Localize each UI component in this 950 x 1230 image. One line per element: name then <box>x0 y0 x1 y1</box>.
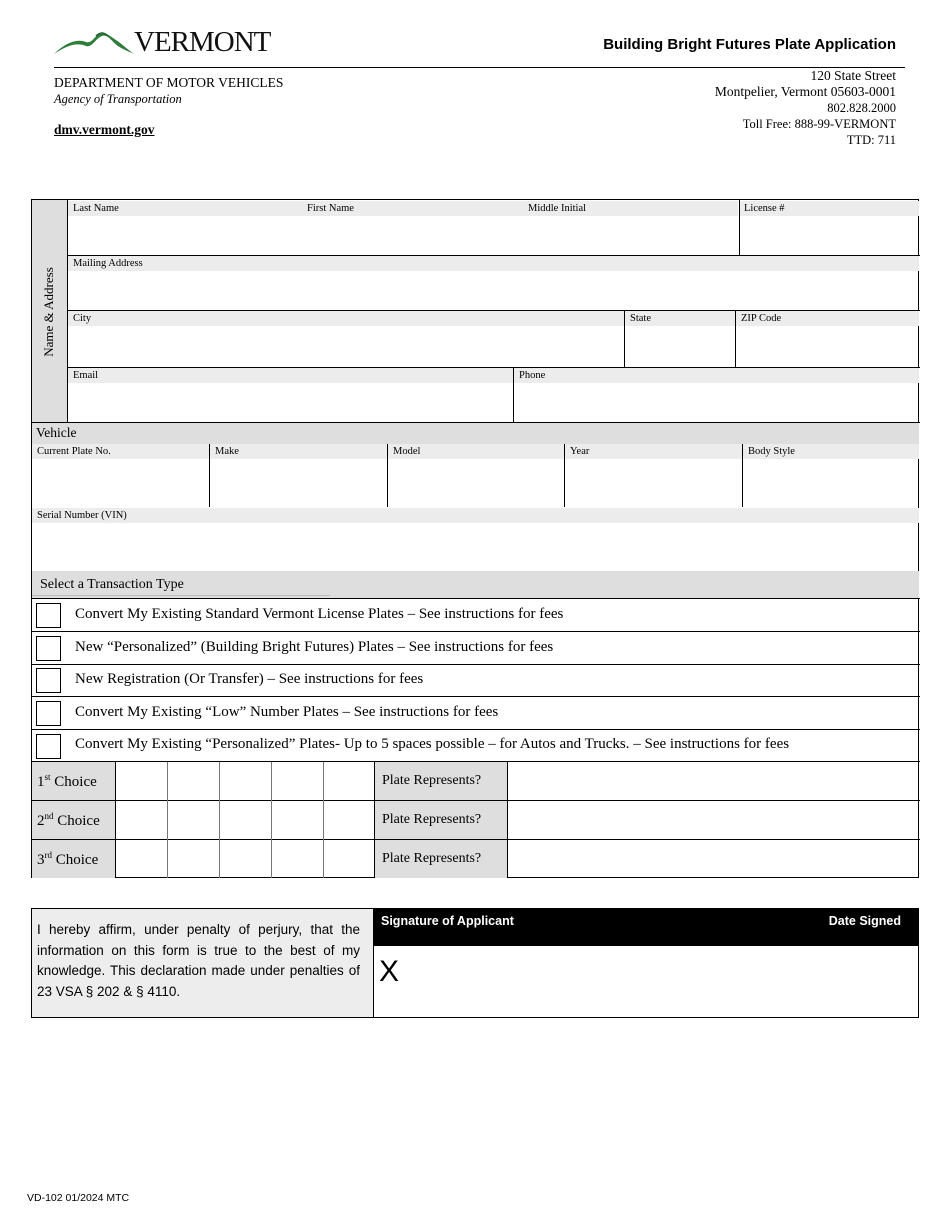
city-address: Montpelier, Vermont 05603-0001 <box>714 84 896 99</box>
website-link[interactable]: dmv.vermont.gov <box>54 122 155 137</box>
vehicle-section-label: Vehicle <box>36 425 77 440</box>
plate-represents-label-3: Plate Represents? <box>382 851 482 866</box>
logo-wordmark: VERMONT <box>134 26 271 58</box>
address-block <box>715 68 896 148</box>
department-name: DEPARTMENT OF MOTOR VEHICLES <box>54 75 284 90</box>
year-label: Year <box>565 444 742 459</box>
zip-input[interactable] <box>736 327 918 367</box>
divider <box>735 310 736 367</box>
divider <box>387 444 388 507</box>
divider <box>32 729 920 730</box>
make-input[interactable] <box>210 460 386 507</box>
year-input[interactable] <box>565 460 741 507</box>
form-code: VD-102 01/2024 MTC <box>27 1192 130 1204</box>
state-input[interactable] <box>625 327 734 367</box>
make-label: Make <box>210 444 387 459</box>
divider <box>32 664 920 665</box>
vermont-logo <box>52 28 272 60</box>
option-checkbox-4[interactable] <box>36 701 61 726</box>
option-label-3: New Registration (Or Transfer) – See instructions for fees <box>75 671 424 687</box>
transaction-header-label: Select a Transaction Type <box>40 577 184 592</box>
plate-represents-input-1[interactable] <box>508 762 918 800</box>
signature-label: Signature of Applicant <box>381 914 514 928</box>
main-phone: 802.828.2000 <box>827 101 896 115</box>
mailing-address-label: Mailing Address <box>68 256 919 271</box>
license-label: License # <box>739 201 919 216</box>
name-address-label: Name & Address <box>41 267 56 357</box>
divider <box>374 762 375 878</box>
choice-3-label: 3rd Choice <box>37 850 99 868</box>
license-input[interactable] <box>740 217 918 254</box>
vin-input[interactable] <box>32 524 919 570</box>
agency-name: Agency of Transportation <box>54 92 182 106</box>
current-plate-input[interactable] <box>32 460 208 507</box>
vehicle-header <box>32 423 919 444</box>
divider <box>32 696 920 697</box>
transaction-header-underline <box>32 595 330 596</box>
choice-grid <box>32 762 920 879</box>
choice-3-characters[interactable] <box>116 840 374 878</box>
plate-represents-label-2: Plate Represents? <box>382 812 482 827</box>
option-checkbox-1[interactable] <box>36 603 61 628</box>
city-input[interactable] <box>68 327 623 367</box>
state-label: State <box>625 311 735 326</box>
divider <box>209 444 210 507</box>
divider <box>739 200 740 255</box>
signature-input[interactable] <box>374 947 919 1017</box>
vin-label: Serial Number (VIN) <box>32 508 919 523</box>
option-checkbox-2[interactable] <box>36 636 61 661</box>
transaction-header <box>32 571 919 598</box>
affirmation-text: I hereby affirm, under penalty of perjury, that the information on this form is true to the best of my knowledge. This declaration made under penalties of 23 VSA § 202 & § 4110. <box>37 922 360 999</box>
application-form <box>31 199 919 878</box>
option-checkbox-5[interactable] <box>36 734 61 759</box>
phone-input[interactable] <box>514 384 918 422</box>
divider <box>513 367 514 422</box>
last-name-label: Last Name <box>68 201 302 216</box>
divider <box>624 310 625 367</box>
body-style-label: Body Style <box>743 444 919 459</box>
zip-label: ZIP Code <box>736 311 919 326</box>
choice-1-characters[interactable] <box>116 762 374 800</box>
form-title: Building Bright Futures Plate Application <box>603 36 896 53</box>
choice-2-characters[interactable] <box>116 801 374 839</box>
signature-section <box>31 908 919 1018</box>
current-plate-label: Current Plate No. <box>32 444 209 459</box>
signature-x-mark: X <box>379 955 400 988</box>
option-label-4: Convert My Existing “Low” Number Plates – See instructions for fees <box>75 704 499 720</box>
street-address: 120 State Street <box>810 68 896 83</box>
model-label: Model <box>388 444 564 459</box>
divider <box>564 444 565 507</box>
choice-1-label: 1st Choice <box>37 772 97 790</box>
option-label-1: Convert My Existing Standard Vermont License Plates – See instructions for fees <box>75 606 564 622</box>
body-style-input[interactable] <box>743 460 918 507</box>
choice-2-label: 2nd Choice <box>37 811 100 829</box>
city-label: City <box>68 311 624 326</box>
model-input[interactable] <box>388 460 563 507</box>
middle-initial-label: Middle Initial <box>523 201 738 216</box>
option-checkbox-3[interactable] <box>36 668 61 693</box>
plate-represents-input-3[interactable] <box>508 840 918 878</box>
divider <box>32 631 920 632</box>
first-name-label: First Name <box>302 201 523 216</box>
divider <box>742 444 743 507</box>
date-signed-label: Date Signed <box>828 914 901 928</box>
divider <box>32 598 920 599</box>
toll-free: Toll Free: 888-99-VERMONT <box>742 117 896 131</box>
option-label-5: Convert My Existing “Personalized” Plates- Up to 5 spaces possible – for Autos and Trucks. – See instructions for fees <box>75 736 790 752</box>
ttd-number: TTD: 711 <box>846 133 896 147</box>
email-input[interactable] <box>68 384 512 422</box>
plate-represents-label-1: Plate Represents? <box>382 773 482 788</box>
mailing-address-input[interactable] <box>68 272 918 310</box>
option-label-2: New “Personalized” (Building Bright Futures) Plates – See instructions for fees <box>75 639 554 655</box>
mountain-logo-icon <box>52 30 136 58</box>
plate-represents-input-2[interactable] <box>508 801 918 839</box>
name-input[interactable] <box>68 217 738 254</box>
phone-label: Phone <box>514 368 919 383</box>
email-label: Email <box>68 368 513 383</box>
